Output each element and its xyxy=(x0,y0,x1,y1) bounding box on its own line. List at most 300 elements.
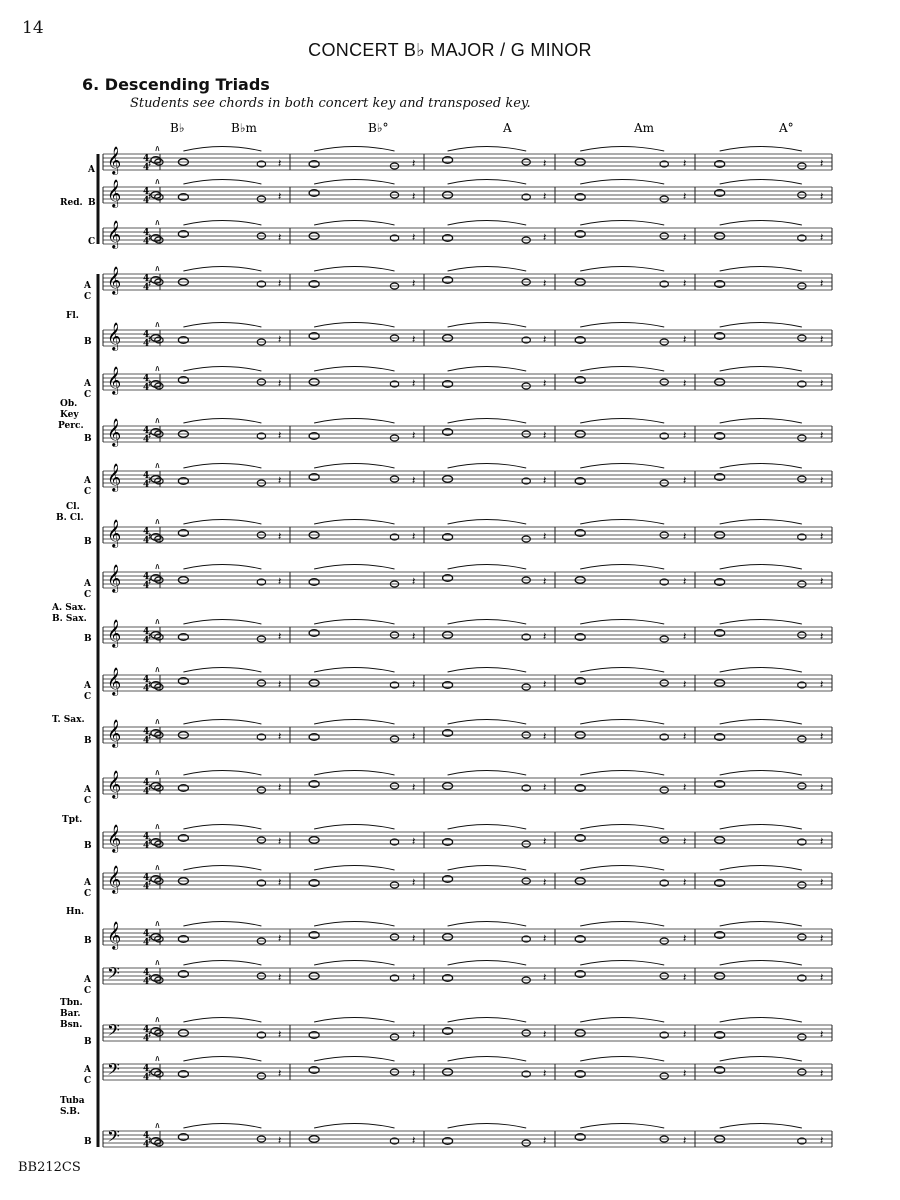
tie xyxy=(156,1057,159,1062)
rest-icon: 𝄽 xyxy=(543,781,547,794)
treble-clef-icon: 𝄞 xyxy=(107,418,122,446)
rest-icon: 𝄽 xyxy=(683,377,687,390)
tie xyxy=(183,922,261,927)
time-signature: 4 xyxy=(143,339,150,349)
time-signature: 4 xyxy=(143,163,150,173)
tie xyxy=(448,221,527,226)
staff xyxy=(103,1018,832,1045)
staff-label: B xyxy=(84,634,92,644)
tie xyxy=(448,565,527,570)
tie xyxy=(720,565,802,570)
instrument-label: A. Sax. xyxy=(52,603,87,613)
tie xyxy=(720,866,802,871)
treble-clef-icon: 𝄞 xyxy=(107,564,122,592)
tie xyxy=(314,720,394,725)
tie xyxy=(183,961,261,966)
tie xyxy=(448,825,527,830)
tie xyxy=(156,866,159,871)
tie xyxy=(183,565,261,570)
tie xyxy=(580,565,664,570)
rest-icon: 𝄽 xyxy=(278,575,282,588)
rest-icon: 𝄽 xyxy=(412,630,416,643)
tie xyxy=(448,1124,527,1129)
tie xyxy=(183,267,261,272)
staff-label: B xyxy=(88,198,96,208)
tie xyxy=(448,771,527,776)
chord-symbol: Am xyxy=(634,121,655,135)
time-signature: 4 xyxy=(143,426,150,436)
tie xyxy=(314,1124,394,1129)
staff-letter-labels xyxy=(83,165,96,1147)
tie xyxy=(448,147,527,152)
tie xyxy=(314,419,394,424)
rest-icon: 𝄽 xyxy=(683,530,687,543)
rest-icon: 𝄽 xyxy=(148,971,152,984)
rest-icon: 𝄽 xyxy=(820,333,824,346)
rest-icon: 𝄽 xyxy=(820,876,824,889)
tie xyxy=(183,866,261,871)
rest-icon: 𝄽 xyxy=(278,157,282,170)
staff xyxy=(103,1124,832,1151)
rest-icon: 𝄽 xyxy=(148,678,152,691)
tie xyxy=(183,771,261,776)
staff-label: A xyxy=(84,681,91,691)
tie xyxy=(156,464,159,469)
rest-icon: 𝄽 xyxy=(820,530,824,543)
time-signature: 4 xyxy=(143,832,150,842)
rest-icon: 𝄽 xyxy=(148,630,152,643)
instrument-label: Bsn. xyxy=(60,1020,83,1030)
time-signature: 4 xyxy=(143,374,150,384)
treble-clef-icon: 𝄞 xyxy=(107,322,122,350)
rest-icon: 𝄽 xyxy=(278,1067,282,1080)
treble-clef-icon: 𝄞 xyxy=(107,824,122,852)
instrument-label: Tbn. xyxy=(60,998,83,1008)
rest-icon: 𝄽 xyxy=(148,530,152,543)
tie xyxy=(580,668,664,673)
tie xyxy=(183,520,261,525)
rest-icon: 𝄽 xyxy=(820,630,824,643)
tie xyxy=(183,1124,261,1129)
staff xyxy=(103,179,832,208)
rest-icon: 𝄽 xyxy=(820,971,824,984)
rest-icon: 𝄽 xyxy=(820,835,824,848)
rest-icon: 𝄽 xyxy=(148,277,152,290)
tie xyxy=(183,323,261,328)
tie xyxy=(183,419,261,424)
tie xyxy=(448,961,527,966)
tie xyxy=(448,1018,527,1023)
rest-icon: 𝄽 xyxy=(543,231,547,244)
rest-icon: 𝄽 xyxy=(412,190,416,203)
tie xyxy=(720,620,802,625)
time-signature: 4 xyxy=(143,237,150,247)
rest-icon: 𝄽 xyxy=(820,1028,824,1041)
exercise-subtitle: Students see chords in both concert key and transposed key. xyxy=(130,96,531,111)
rest-icon: 𝄽 xyxy=(278,429,282,442)
tie xyxy=(720,720,802,725)
staff xyxy=(103,266,832,295)
tie xyxy=(448,520,527,525)
staff-label: B xyxy=(84,736,92,746)
rest-icon: 𝄽 xyxy=(820,932,824,945)
tie xyxy=(314,221,394,226)
tie xyxy=(448,267,527,272)
rest-icon: 𝄽 xyxy=(820,1067,824,1080)
rest-icon: 𝄽 xyxy=(148,474,152,487)
page-title: CONCERT B♭ MAJOR / G MINOR xyxy=(308,40,592,60)
rest-icon: 𝄽 xyxy=(683,429,687,442)
rest-icon: 𝄽 xyxy=(543,575,547,588)
rest-icon: 𝄽 xyxy=(148,1134,152,1147)
rest-icon: 𝄽 xyxy=(543,971,547,984)
tie xyxy=(720,147,802,152)
time-signature: 4 xyxy=(143,727,150,737)
treble-clef-icon: 𝄞 xyxy=(107,865,122,893)
tie xyxy=(156,520,159,525)
treble-clef-icon: 𝄞 xyxy=(107,719,122,747)
tie xyxy=(314,267,394,272)
rest-icon: 𝄽 xyxy=(278,932,282,945)
tie xyxy=(720,922,802,927)
rest-icon: 𝄽 xyxy=(278,835,282,848)
treble-clef-icon: 𝄞 xyxy=(107,667,122,695)
staff-label: B xyxy=(84,434,92,444)
tie xyxy=(580,1124,664,1129)
time-signature: 4 xyxy=(143,187,150,197)
rest-icon: 𝄽 xyxy=(820,231,824,244)
rest-icon: 𝄽 xyxy=(412,474,416,487)
rest-icon: 𝄽 xyxy=(683,730,687,743)
rest-icon: 𝄽 xyxy=(278,190,282,203)
rest-icon: 𝄽 xyxy=(412,781,416,794)
rest-icon: 𝄽 xyxy=(820,1134,824,1147)
rest-icon: 𝄽 xyxy=(683,781,687,794)
tie xyxy=(448,668,527,673)
staff xyxy=(103,519,832,548)
tie xyxy=(720,825,802,830)
tie xyxy=(580,866,664,871)
time-signature: 4 xyxy=(143,968,150,978)
rest-icon: 𝄽 xyxy=(278,678,282,691)
rest-icon: 𝄽 xyxy=(278,781,282,794)
rest-icon: 𝄽 xyxy=(683,157,687,170)
rest-icon: 𝄽 xyxy=(412,1067,416,1080)
tie xyxy=(156,720,159,725)
time-signature: 4 xyxy=(143,471,150,481)
time-signature: 4 xyxy=(143,1140,150,1150)
rest-icon: 𝄽 xyxy=(683,835,687,848)
rest-icon: 𝄽 xyxy=(543,429,547,442)
rest-icon: 𝄽 xyxy=(412,730,416,743)
staff-label: A xyxy=(84,281,91,291)
bass-clef-icon: 𝄢 xyxy=(107,1059,120,1083)
time-signature: 4 xyxy=(143,627,150,637)
footer-code: BB212CS xyxy=(18,1160,81,1175)
rest-icon: 𝄽 xyxy=(820,377,824,390)
tie xyxy=(720,180,802,185)
tie xyxy=(183,180,261,185)
staff-label: C xyxy=(84,487,92,497)
rest-icon: 𝄽 xyxy=(412,231,416,244)
staff xyxy=(103,719,832,748)
time-signature: 4 xyxy=(143,1064,150,1074)
staff-label: C xyxy=(84,692,92,702)
rest-icon: 𝄽 xyxy=(683,1134,687,1147)
time-signature: 4 xyxy=(143,480,150,490)
tie xyxy=(580,367,664,372)
staff xyxy=(103,564,832,593)
rest-icon: 𝄽 xyxy=(683,474,687,487)
rest-icon: 𝄽 xyxy=(820,474,824,487)
tie xyxy=(314,771,394,776)
tie xyxy=(314,147,394,152)
tie xyxy=(580,825,664,830)
chord-symbol: B♭° xyxy=(368,121,389,135)
rest-icon: 𝄽 xyxy=(820,575,824,588)
instrument-label: Hn. xyxy=(66,907,85,917)
time-signature: 4 xyxy=(143,882,150,892)
time-signature: 4 xyxy=(143,283,150,293)
rest-icon: 𝄽 xyxy=(148,932,152,945)
time-signature: 4 xyxy=(143,154,150,164)
tie xyxy=(580,1018,664,1023)
staff-label: A xyxy=(84,379,91,389)
staff-label: B xyxy=(84,337,92,347)
rest-icon: 𝄽 xyxy=(278,231,282,244)
instrument-label: T. Sax. xyxy=(52,715,85,725)
bass-clef-icon: 𝄢 xyxy=(107,963,120,987)
tie xyxy=(580,922,664,927)
tie xyxy=(448,720,527,725)
rest-icon: 𝄽 xyxy=(543,835,547,848)
tie xyxy=(183,720,261,725)
tie xyxy=(156,825,159,830)
tie xyxy=(448,620,527,625)
rest-icon: 𝄽 xyxy=(820,277,824,290)
staff xyxy=(103,463,832,492)
instrument-label: B. Cl. xyxy=(56,513,84,523)
rest-icon: 𝄽 xyxy=(543,157,547,170)
tie xyxy=(314,620,394,625)
tie xyxy=(720,367,802,372)
bass-clef-icon: 𝄢 xyxy=(107,1020,120,1044)
staff-label: B xyxy=(84,841,92,851)
time-signature: 4 xyxy=(143,873,150,883)
tie xyxy=(314,1018,394,1023)
treble-clef-icon: 𝄞 xyxy=(107,770,122,798)
tie xyxy=(720,464,802,469)
tie xyxy=(314,1057,394,1062)
tie xyxy=(183,147,261,152)
tie xyxy=(183,825,261,830)
staff-label: B xyxy=(84,1137,92,1147)
treble-clef-icon: 𝄞 xyxy=(107,146,122,174)
tie xyxy=(580,620,664,625)
tie xyxy=(183,668,261,673)
staff xyxy=(103,322,832,351)
rest-icon: 𝄽 xyxy=(820,678,824,691)
rest-icon: 𝄽 xyxy=(148,575,152,588)
tie xyxy=(580,221,664,226)
staff xyxy=(103,921,832,950)
tie xyxy=(720,961,802,966)
rest-icon: 𝄽 xyxy=(148,377,152,390)
time-signature: 4 xyxy=(143,1034,150,1044)
tie xyxy=(314,323,394,328)
rest-icon: 𝄽 xyxy=(148,1067,152,1080)
tie xyxy=(183,367,261,372)
rest-icon: 𝄽 xyxy=(683,231,687,244)
tie xyxy=(580,323,664,328)
staff xyxy=(103,824,832,853)
rest-icon: 𝄽 xyxy=(543,630,547,643)
tie xyxy=(580,180,664,185)
rest-icon: 𝄽 xyxy=(278,333,282,346)
staff-label: C xyxy=(88,237,96,247)
time-signature: 4 xyxy=(143,383,150,393)
rest-icon: 𝄽 xyxy=(412,876,416,889)
rest-icon: 𝄽 xyxy=(148,190,152,203)
rest-icon: 𝄽 xyxy=(412,277,416,290)
rest-icon: 𝄽 xyxy=(148,781,152,794)
rest-icon: 𝄽 xyxy=(683,971,687,984)
chord-symbol: B♭m xyxy=(231,121,257,135)
time-signature: 4 xyxy=(143,536,150,546)
time-signature: 4 xyxy=(143,196,150,206)
chord-symbol: B♭ xyxy=(170,121,185,135)
staff-label: C xyxy=(84,390,92,400)
time-signature: 4 xyxy=(143,636,150,646)
rest-icon: 𝄽 xyxy=(278,1028,282,1041)
treble-clef-icon: 𝄞 xyxy=(107,179,122,207)
rest-icon: 𝄽 xyxy=(543,932,547,945)
rest-icon: 𝄽 xyxy=(683,333,687,346)
tie xyxy=(183,1018,261,1023)
staff xyxy=(103,220,832,249)
staff xyxy=(103,770,832,799)
rest-icon: 𝄽 xyxy=(683,277,687,290)
rest-icon: 𝄽 xyxy=(820,781,824,794)
rest-icon: 𝄽 xyxy=(543,678,547,691)
rest-icon: 𝄽 xyxy=(543,730,547,743)
chord-symbol: A° xyxy=(779,121,794,135)
tie xyxy=(720,520,802,525)
staff-label: A xyxy=(84,975,91,985)
rest-icon: 𝄽 xyxy=(278,377,282,390)
rest-icon: 𝄽 xyxy=(412,835,416,848)
rest-icon: 𝄽 xyxy=(148,429,152,442)
staff-label: C xyxy=(84,889,92,899)
rest-icon: 𝄽 xyxy=(412,1134,416,1147)
tie xyxy=(448,323,527,328)
tie xyxy=(314,464,394,469)
instrument-labels xyxy=(51,198,87,1117)
tie xyxy=(183,620,261,625)
time-signature: 4 xyxy=(143,581,150,591)
rest-icon: 𝄽 xyxy=(412,932,416,945)
staff-label: B xyxy=(84,537,92,547)
rest-icon: 𝄽 xyxy=(412,678,416,691)
tie xyxy=(314,367,394,372)
rest-icon: 𝄽 xyxy=(543,876,547,889)
tie xyxy=(580,720,664,725)
tie xyxy=(720,668,802,673)
rest-icon: 𝄽 xyxy=(683,1028,687,1041)
rest-icon: 𝄽 xyxy=(543,277,547,290)
staff xyxy=(103,667,832,696)
rest-icon: 𝄽 xyxy=(148,876,152,889)
tie xyxy=(156,771,159,776)
instrument-label: Ob. xyxy=(60,399,78,409)
rest-icon: 𝄽 xyxy=(412,429,416,442)
tie xyxy=(720,419,802,424)
rest-icon: 𝄽 xyxy=(278,876,282,889)
rest-icon: 𝄽 xyxy=(683,575,687,588)
staff-label: A xyxy=(84,878,91,888)
treble-clef-icon: 𝄞 xyxy=(107,220,122,248)
rest-icon: 𝄽 xyxy=(412,1028,416,1041)
tie xyxy=(314,668,394,673)
rest-icon: 𝄽 xyxy=(412,575,416,588)
rest-icon: 𝄽 xyxy=(683,1067,687,1080)
tie xyxy=(156,221,159,226)
rest-icon: 𝄽 xyxy=(148,730,152,743)
staff xyxy=(103,146,832,175)
time-signature: 4 xyxy=(143,787,150,797)
tie xyxy=(314,961,394,966)
tie xyxy=(314,180,394,185)
time-signature: 4 xyxy=(143,684,150,694)
rest-icon: 𝄽 xyxy=(820,730,824,743)
treble-clef-icon: 𝄞 xyxy=(107,619,122,647)
tie xyxy=(156,922,159,927)
time-signature: 4 xyxy=(143,274,150,284)
tie xyxy=(580,267,664,272)
tie xyxy=(314,520,394,525)
rest-icon: 𝄽 xyxy=(683,190,687,203)
rest-icon: 𝄽 xyxy=(278,971,282,984)
time-signature: 4 xyxy=(143,1073,150,1083)
chord-symbol: A xyxy=(503,121,512,135)
tie xyxy=(314,565,394,570)
staff xyxy=(103,1057,832,1084)
staff-label: C xyxy=(84,292,92,302)
time-signature: 4 xyxy=(143,675,150,685)
instrument-label: S.B. xyxy=(60,1107,81,1117)
rest-icon: 𝄽 xyxy=(412,377,416,390)
tie xyxy=(580,961,664,966)
staff xyxy=(103,961,832,988)
tie xyxy=(156,1018,159,1023)
tie xyxy=(720,1124,802,1129)
rest-icon: 𝄽 xyxy=(278,630,282,643)
rest-icon: 𝄽 xyxy=(820,190,824,203)
instrument-label: Fl. xyxy=(66,311,79,321)
time-signature: 4 xyxy=(143,929,150,939)
rest-icon: 𝄽 xyxy=(278,730,282,743)
instrument-label: Tpt. xyxy=(62,815,83,825)
tie xyxy=(156,565,159,570)
treble-clef-icon: 𝄞 xyxy=(107,519,122,547)
rest-icon: 𝄽 xyxy=(148,231,152,244)
tie xyxy=(314,922,394,927)
tie xyxy=(580,1057,664,1062)
tie xyxy=(156,419,159,424)
staff-label: A xyxy=(84,579,91,589)
rest-icon: 𝄽 xyxy=(543,1134,547,1147)
tie xyxy=(183,221,261,226)
